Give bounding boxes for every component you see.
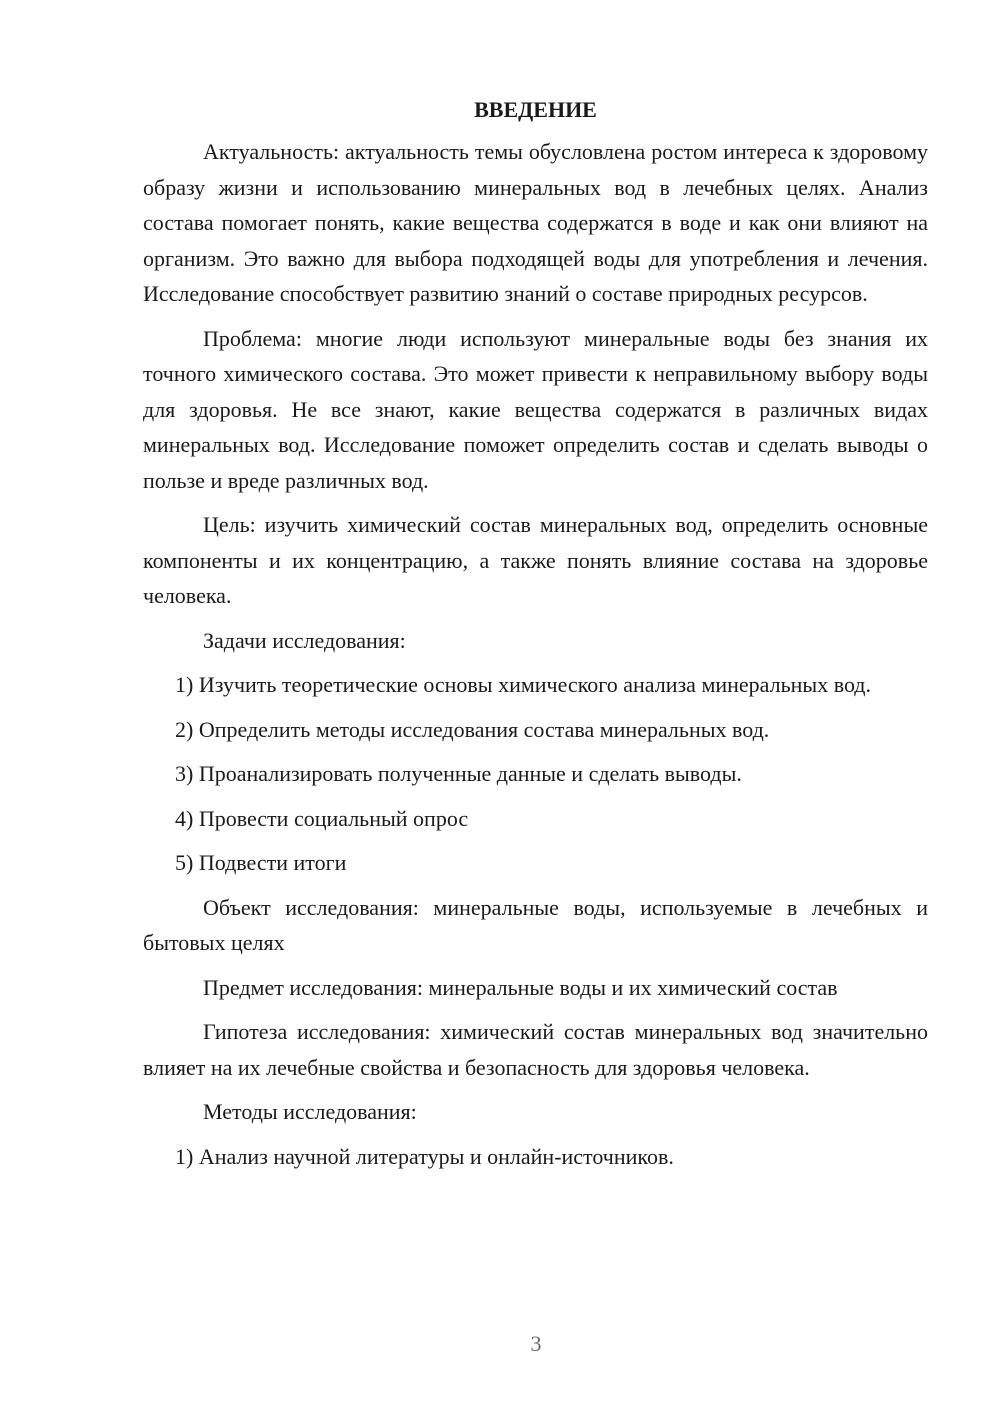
subject-paragraph: Предмет исследования: минеральные воды и их химический состав	[203, 974, 838, 1000]
method-item: 1) Анализ научной литературы и онлайн-источников.	[175, 1143, 674, 1169]
page-number: 3	[530, 1331, 542, 1356]
object-paragraph: Объект исследования: минеральные воды, используемые в лечебных и бытовых целях	[143, 894, 928, 955]
problem-paragraph: Проблема: многие люди используют минеральные воды без знания их точного химического состава. Это может привести к неправильному выбору воды для здоровья. Не все знают, какие вещества содержатся в различных видах минеральных вод. Исследование поможет определить состав и сделать выводы о пользе и вреде различных вод.	[143, 325, 928, 493]
task-item: 1) Изучить теоретические основы химического анализа минеральных вод.	[175, 672, 871, 697]
goal-paragraph: Цель: изучить химический состав минеральных вод, определить основные компоненты и их концентрацию, а также понять влияние состава на здоровье человека.	[143, 512, 928, 608]
task-item: 5) Подвести итоги	[175, 850, 347, 875]
task-item: 3) Проанализировать полученные данные и сделать выводы.	[175, 761, 742, 786]
tasks-heading: Задачи исследования:	[203, 627, 406, 653]
page-title: ВВЕДЕНИЕ	[474, 97, 597, 122]
task-item: 4) Провести социальный опрос	[175, 805, 469, 831]
methods-heading: Методы исследования:	[203, 1099, 417, 1124]
document-page	[143, 92, 928, 1183]
relevance-paragraph: Актуальность: актуальность темы обусловлена ростом интереса к здоровому образу жизни и использованию минеральных вод в лечебных целях. Анализ состава помогает понять, какие вещества содержатся в воде и как они влияют на организм. Это важно для выбора подходящей воды для употребления и лечения. Исследование способствует развитию знаний о составе природных ресурсов.	[143, 139, 928, 306]
task-item: 2) Определить методы исследования состава минеральных вод.	[175, 716, 770, 742]
hypothesis-paragraph: Гипотеза исследования: химический состав минеральных вод значительно влияет на их лечебные свойства и безопасность для здоровья человека.	[143, 1019, 928, 1080]
